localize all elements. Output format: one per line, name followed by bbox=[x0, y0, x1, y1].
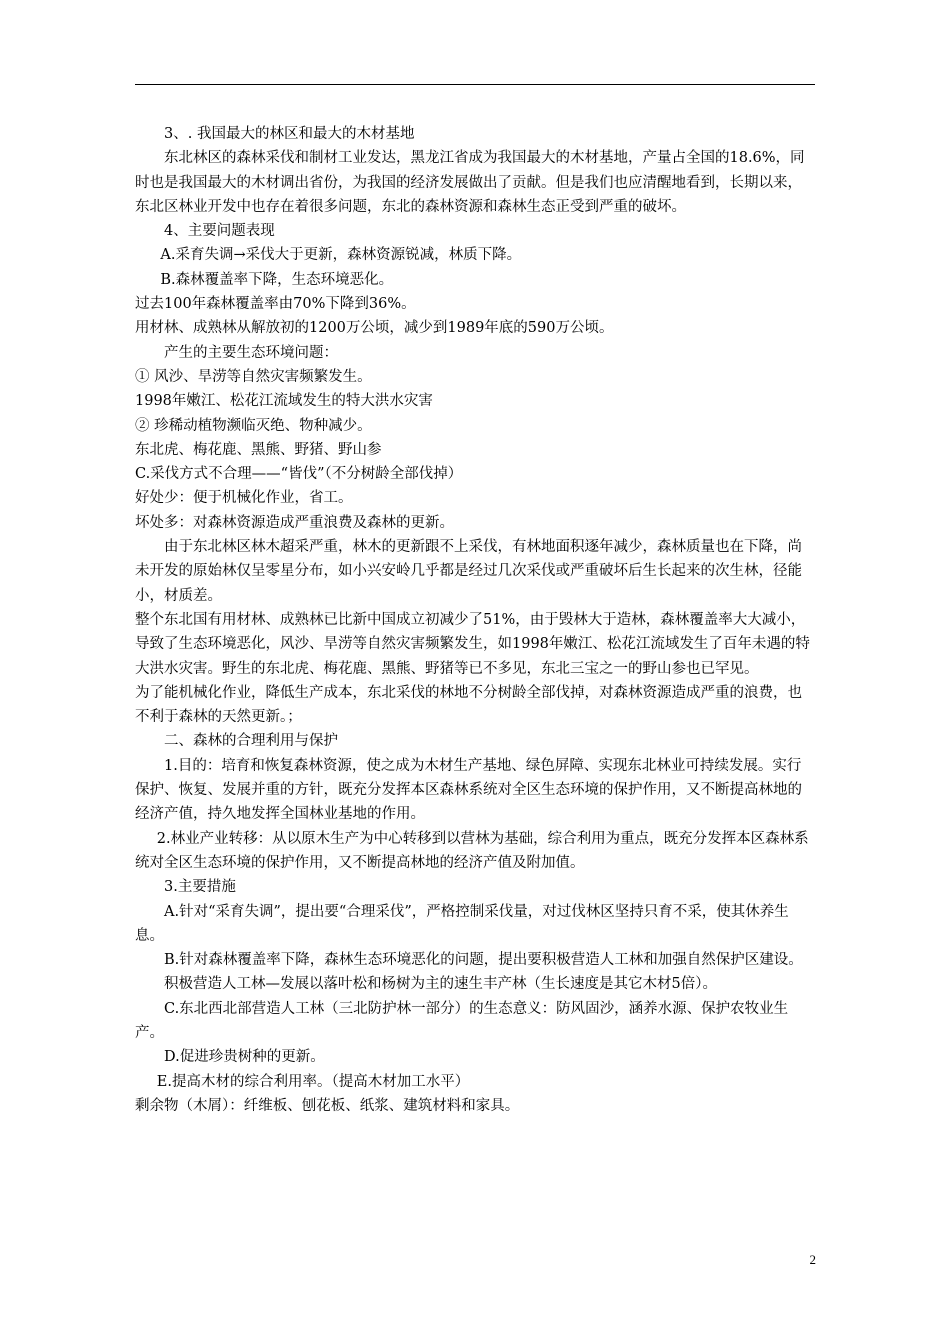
paragraph: 积极营造人工林—发展以落叶松和杨树为主的速生丰产林（生长速度是其它木材5倍）。 bbox=[164, 976, 717, 993]
paragraph: 产生的主要生态环境问题： bbox=[164, 344, 338, 361]
paragraph: 过去100年森林覆盖率由70%下降到36%。 bbox=[135, 296, 416, 313]
paragraph: 东北虎、梅花鹿、黑熊、野猪、野山参 bbox=[135, 441, 382, 458]
paragraph: ① 风沙、旱涝等自然灾害频繁发生。 bbox=[135, 368, 372, 385]
paragraph: D.促进珍贵树种的更新。 bbox=[164, 1049, 325, 1066]
paragraph: 由于东北林区林木超采严重，林木的更新跟不上采伐，有林地面积逐年减少，森林质量也在下降，尚未开发的原始林仅呈零星分布，如小兴安岭几乎都是经过几次采伐或严重破坏后生长起来的次生林，径能小，材质差。 bbox=[135, 539, 802, 604]
paragraph: C.采伐方式不合理——“皆伐”（不分树龄全部伐掉） bbox=[135, 466, 463, 483]
paragraph: E.提高木材的综合利用率。（提高木材加工水平） bbox=[156, 1073, 470, 1090]
paragraph: 坏处多：对森林资源造成严重浪费及森林的更新。 bbox=[135, 514, 454, 531]
paragraph: 用材林、成熟林从解放初的1200万公顷，减少到1989年底的590万公顷。 bbox=[135, 320, 614, 337]
document-body bbox=[135, 122, 815, 1118]
paragraph: B.森林覆盖率下降，生态环境恶化。 bbox=[160, 271, 394, 288]
paragraph: 二、森林的合理利用与保护 bbox=[164, 733, 338, 750]
paragraph: 3、. 我国最大的林区和最大的木材基地 bbox=[164, 126, 415, 142]
paragraph: 1.目的：培育和恢复森林资源，使之成为木材生产基地、绿色屏障、实现东北林业可持续发展。实行保护、恢复、发展并重的方针，既充分发挥本区森林系统对全区生态环境的保护作用，又不断提高林地的经济产值，持久地发挥全国林业基地的作用。 bbox=[135, 757, 802, 823]
paragraph: B.针对森林覆盖率下降，森林生态环境恶化的问题，提出要积极营造人工林和加强自然保护区建设。 bbox=[164, 952, 803, 969]
paragraph: 2.林业产业转移：从以原木生产为中心转移到以营林为基础，综合利用为重点，既充分发挥本区森林系统对全区生态环境的保护作用，又不断提高林地的经济产值及附加值。 bbox=[135, 830, 809, 871]
paragraph: 好处少：便于机械化作业，省工。 bbox=[135, 490, 353, 507]
paragraph: 3.主要措施 bbox=[164, 879, 236, 896]
paragraph: 剩余物（木屑）：纤维板、刨花板、纸浆、建筑材料和家具。 bbox=[135, 1097, 520, 1114]
paragraph: 4、主要问题表现 bbox=[164, 223, 275, 240]
paragraph: 东北林区的森林采伐和制材工业发达，黑龙江省成为我国最大的木材基地，产量占全国的18.6%，同时也是我国最大的木材调出省份，为我国的经济发展做出了贡献。但是我们也应清醒地看到，长期以来，东北区林业开发中也存在着很多问题，东北的森林资源和森林生态正受到严重的破坏。 bbox=[135, 150, 805, 215]
paragraph: 整个东北国有用材林、成熟林已比新中国成立初减少了51%，由于毁林大于造林，森林覆盖率大大减小，导致了生态环境恶化，风沙、旱涝等自然灾害频繁发生，如1998年嫩江、松花江流域发生了百年未遇的特大洪水灾害。野生的东北虎、梅花鹿、黑熊、野猪等已不多见，东北三宝之一的野山参也已罕见。 bbox=[135, 611, 810, 677]
paragraph: A.针对“采育失调”，提出要“合理采伐”，严格控制采伐量，对过伐林区坚持只育不采，使其休养生息。 bbox=[135, 903, 789, 944]
header-rule bbox=[135, 84, 815, 85]
paragraph: 1998年嫩江、松花江流域发生的特大洪水灾害 bbox=[135, 393, 433, 410]
paragraph: C.东北西北部营造人工林（三北防护林一部分）的生态意义：防风固沙，涵养水源、保护农牧业生产。 bbox=[135, 1000, 789, 1041]
paragraph: ② 珍稀动植物濒临灭绝、物种减少。 bbox=[135, 417, 372, 434]
paragraph: A.采育失调→采伐大于更新，森林资源锐减，林质下降。 bbox=[160, 247, 522, 264]
page-number: 2 bbox=[809, 1252, 816, 1267]
paragraph: 为了能机械化作业，降低生产成本，东北采伐的林地不分树龄全部伐掉，对森林资源造成严重的浪费，也不利于森林的天然更新。； bbox=[135, 684, 802, 726]
